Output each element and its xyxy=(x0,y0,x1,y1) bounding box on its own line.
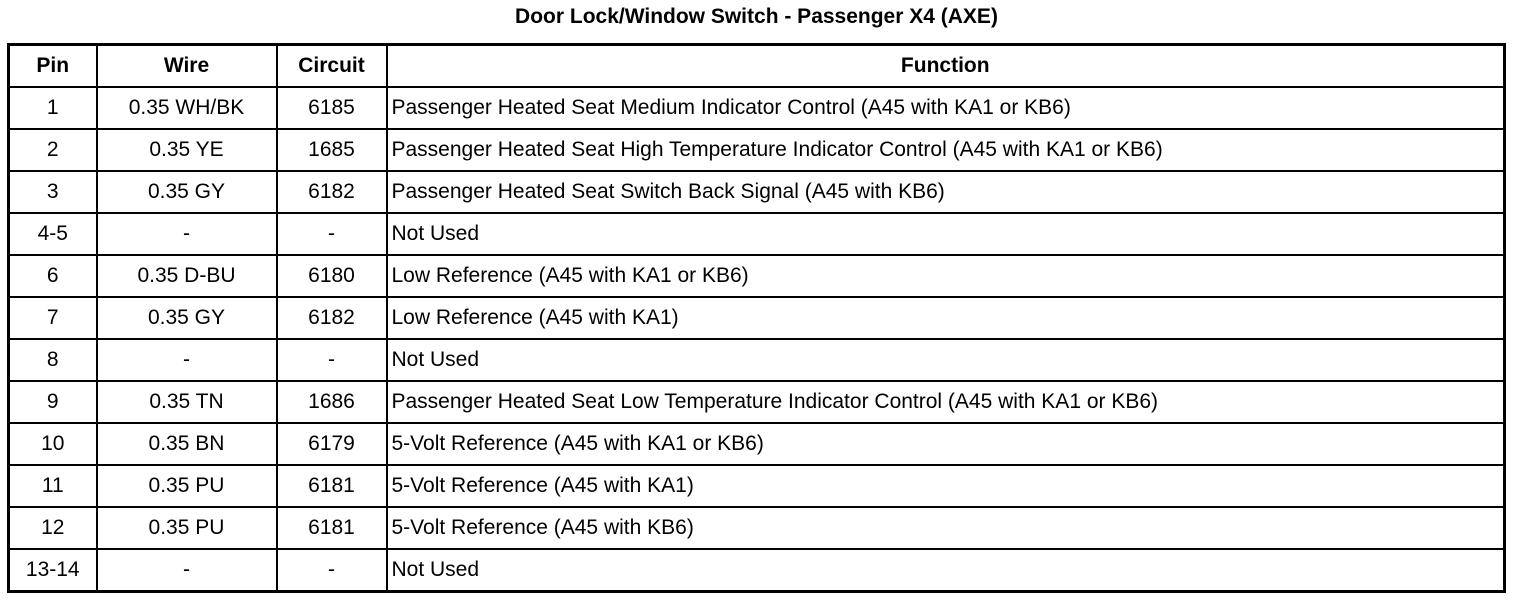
circuit-cell: 6182 xyxy=(277,171,387,213)
wire-cell: 0.35 PU xyxy=(97,507,277,549)
function-cell: Passenger Heated Seat Medium Indicator Control (A45 with KA1 or KB6) xyxy=(387,87,1505,129)
table-row xyxy=(9,381,1505,423)
function-cell: Not Used xyxy=(387,213,1505,255)
pin-cell: 6 xyxy=(9,255,97,297)
pin-cell: 2 xyxy=(9,129,97,171)
wire-cell: 0.35 D-BU xyxy=(97,255,277,297)
wire-cell: 0.35 WH/BK xyxy=(97,87,277,129)
table-row xyxy=(9,549,1505,592)
pin-cell: 13-14 xyxy=(9,549,97,592)
wire-cell: - xyxy=(97,213,277,255)
function-cell: Not Used xyxy=(387,549,1505,592)
function-cell: Not Used xyxy=(387,339,1505,381)
pin-cell: 10 xyxy=(9,423,97,465)
pin-cell: 3 xyxy=(9,171,97,213)
function-cell: Low Reference (A45 with KA1) xyxy=(387,297,1505,339)
function-cell: Passenger Heated Seat Low Temperature Indicator Control (A45 with KA1 or KB6) xyxy=(387,381,1505,423)
circuit-cell: 6181 xyxy=(277,465,387,507)
wire-cell: 0.35 GY xyxy=(97,297,277,339)
table-row xyxy=(9,339,1505,381)
table-row xyxy=(9,171,1505,213)
table-row xyxy=(9,213,1505,255)
table-row xyxy=(9,507,1505,549)
pin-cell: 9 xyxy=(9,381,97,423)
wire-cell: - xyxy=(97,549,277,592)
table-row xyxy=(9,465,1505,507)
pin-cell: 1 xyxy=(9,87,97,129)
pin-cell: 11 xyxy=(9,465,97,507)
wire-cell: - xyxy=(97,339,277,381)
circuit-cell: - xyxy=(277,549,387,592)
circuit-cell: 6185 xyxy=(277,87,387,129)
column-header-wire: Wire xyxy=(97,45,277,88)
pin-cell: 12 xyxy=(9,507,97,549)
wire-cell: 0.35 BN xyxy=(97,423,277,465)
table-row xyxy=(9,297,1505,339)
function-cell: Passenger Heated Seat High Temperature Indicator Control (A45 with KA1 or KB6) xyxy=(387,129,1505,171)
page-title: Door Lock/Window Switch - Passenger X4 (AXE) xyxy=(515,5,998,28)
wire-cell: 0.35 PU xyxy=(97,465,277,507)
table-row xyxy=(9,423,1505,465)
circuit-cell: - xyxy=(277,339,387,381)
wire-cell: 0.35 YE xyxy=(97,129,277,171)
column-header-circuit: Circuit xyxy=(277,45,387,88)
table-row xyxy=(9,129,1505,171)
wire-cell: 0.35 TN xyxy=(97,381,277,423)
table-row xyxy=(9,255,1505,297)
circuit-cell: - xyxy=(277,213,387,255)
pin-cell: 8 xyxy=(9,339,97,381)
function-cell: Passenger Heated Seat Switch Back Signal (A45 with KB6) xyxy=(387,171,1505,213)
circuit-cell: 1685 xyxy=(277,129,387,171)
circuit-cell: 6181 xyxy=(277,507,387,549)
circuit-cell: 6180 xyxy=(277,255,387,297)
table-row xyxy=(9,87,1505,129)
function-cell: 5-Volt Reference (A45 with KA1) xyxy=(387,465,1505,507)
circuit-cell: 1686 xyxy=(277,381,387,423)
table-header-row xyxy=(9,45,1505,88)
pinout-table xyxy=(7,43,1506,593)
function-cell: 5-Volt Reference (A45 with KB6) xyxy=(387,507,1505,549)
pin-cell: 4-5 xyxy=(9,213,97,255)
function-cell: 5-Volt Reference (A45 with KA1 or KB6) xyxy=(387,423,1505,465)
function-cell: Low Reference (A45 with KA1 or KB6) xyxy=(387,255,1505,297)
wire-cell: 0.35 GY xyxy=(97,171,277,213)
circuit-cell: 6179 xyxy=(277,423,387,465)
column-header-pin: Pin xyxy=(9,45,97,88)
pin-cell: 7 xyxy=(9,297,97,339)
circuit-cell: 6182 xyxy=(277,297,387,339)
column-header-function: Function xyxy=(387,45,1505,88)
